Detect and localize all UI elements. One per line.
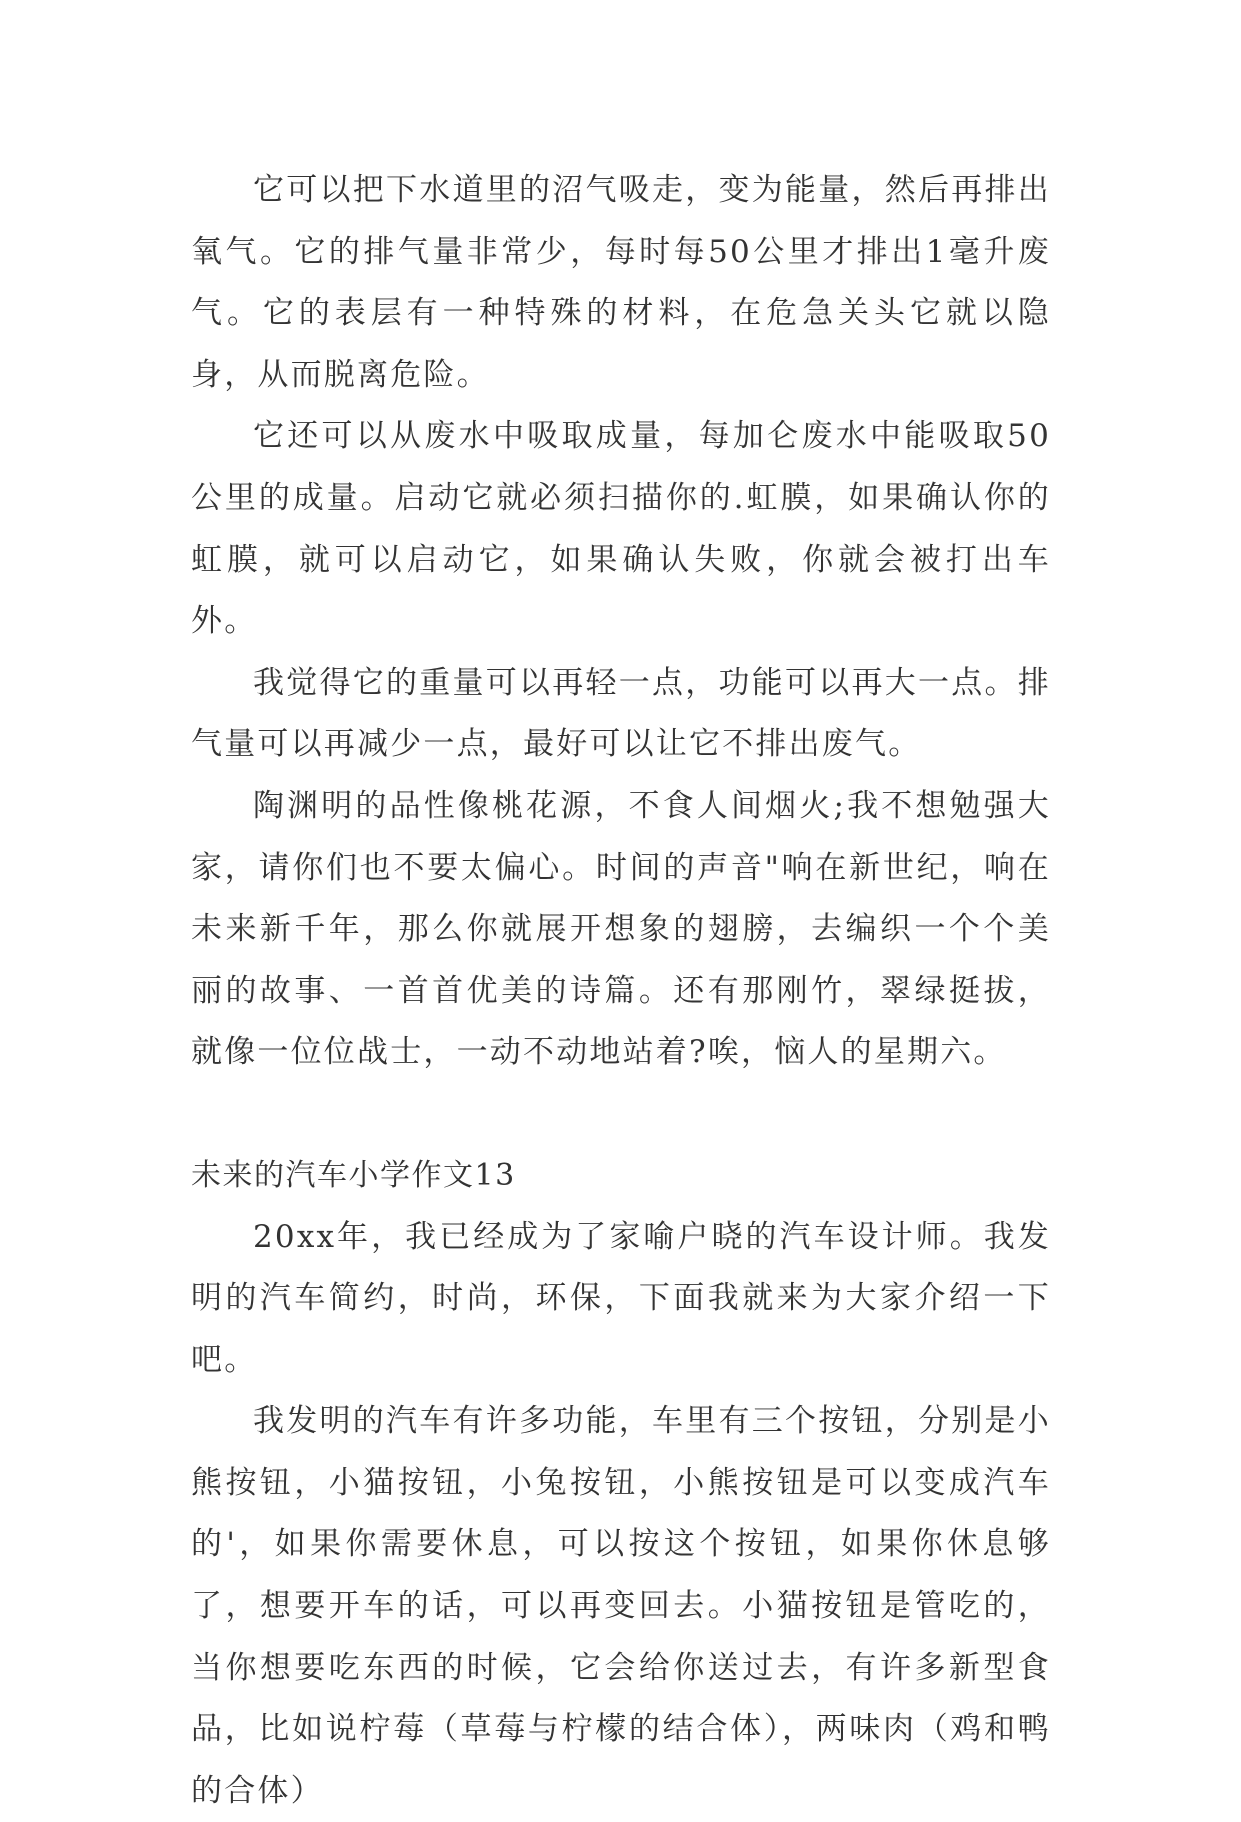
paragraph-2: 它还可以从废水中吸取成量，每加仑废水中能吸取50公里的成量。启动它就必须扫描你的.虹膜，如果确认你的虹膜，就可以启动它，如果确认失败，你就会被打出车外。 (191, 418, 1051, 640)
paragraph-4: 陶渊明的品性像桃花源，不食人间烟火;我不想勉强大家，请你们也不要太偏心。时间的声音"响在新世纪，响在未来新千年，那么你就展开想象的翅膀，去编织一个个美丽的故事、一首首优美的诗篇。还有那刚竹，翠绿挺拔，就像一位位战士，一动不动地站着?唉，恼人的星期六。 (191, 787, 1051, 1071)
paragraph-3: 我觉得它的重量可以再轻一点，功能可以再大一点。排气量可以再减少一点，最好可以让它不排出废气。 (191, 664, 1051, 763)
paragraph-5: 20xx年，我已经成为了家喻户晓的汽车设计师。我发明的汽车简约，时尚，环保，下面我就来为大家介绍一下吧。 (191, 1218, 1051, 1378)
paragraph-1: 它可以把下水道里的沼气吸走，变为能量，然后再排出氧气。它的排气量非常少，每时每50公里才排出1毫升废气。它的表层有一种特殊的材料，在危急关头它就以隐身，从而脱离危险。 (191, 172, 1051, 393)
document-body (191, 160, 1051, 1822)
section-spacer (191, 1084, 1051, 1145)
section-title: 未来的汽车小学作文13 (191, 1157, 516, 1193)
paragraph-6: 我发明的汽车有许多功能，车里有三个按钮，分别是小熊按钮，小猫按钮，小兔按钮，小熊按钮是可以变成汽车的'，如果你需要休息，可以按这个按钮，如果你休息够了，想要开车的话，可以再变回去。小猫按钮是管吃的，当你想要吃东西的时候，它会给你送过去，有许多新型食品，比如说柠莓（草莓与柠檬的结合体），两味肉（鸡和鸭的合体） (191, 1403, 1051, 1809)
